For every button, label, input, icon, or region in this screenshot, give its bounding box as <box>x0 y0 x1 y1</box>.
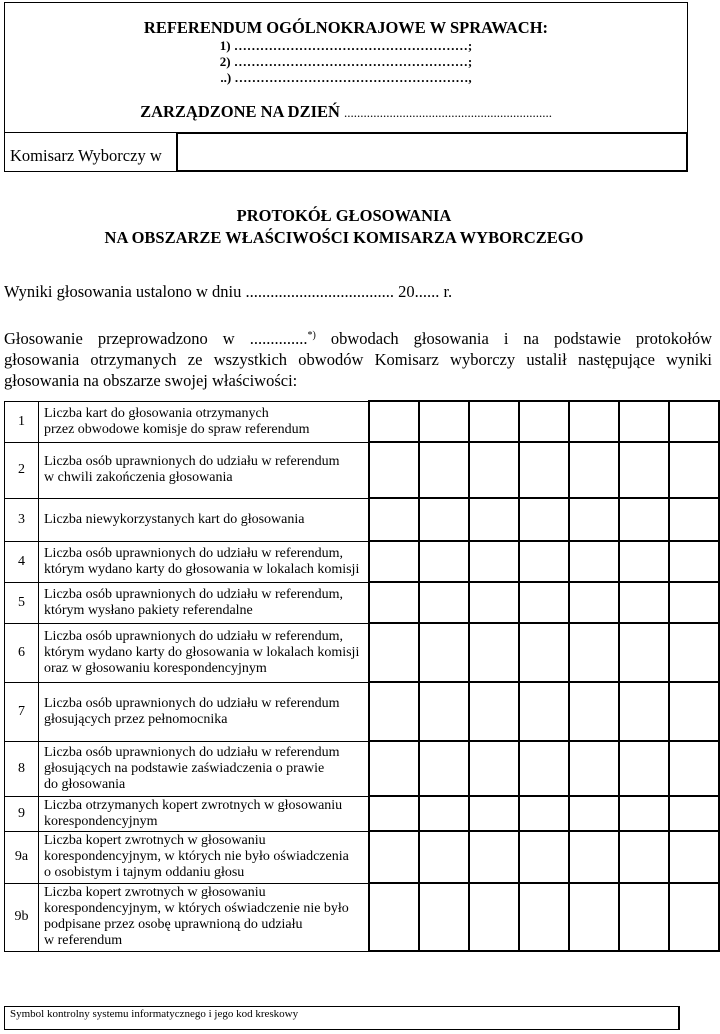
results-date-line: Wyniki głosowania ustalono w dniu .................................... 20...... r. <box>4 282 453 301</box>
row-number: 8 <box>5 741 39 796</box>
digit-cell[interactable] <box>669 741 719 796</box>
digit-cell[interactable] <box>519 541 569 582</box>
result-row-2 <box>5 442 719 498</box>
digit-cell[interactable] <box>419 883 469 951</box>
row-number: 1 <box>5 401 39 442</box>
digit-cell[interactable] <box>419 442 469 498</box>
digit-cell[interactable] <box>369 831 419 883</box>
footnote-mark: *) <box>307 330 316 341</box>
results-table <box>4 400 720 952</box>
digit-cell[interactable] <box>669 498 719 541</box>
row-number: 5 <box>5 582 39 623</box>
digit-cell[interactable] <box>519 498 569 541</box>
digit-cell[interactable] <box>619 541 669 582</box>
digit-cell[interactable] <box>569 741 619 796</box>
digit-cell[interactable] <box>369 498 419 541</box>
digit-cell[interactable] <box>519 582 569 623</box>
row-label: Liczba osób uprawnionych do udziału w referendum w chwili zakończenia głosowania <box>39 442 369 498</box>
digit-cell[interactable] <box>369 401 419 442</box>
row-number: 9a <box>5 831 39 883</box>
referendum-question-2: 2) ………………………………………………; <box>219 54 473 69</box>
referendum-question-more: ..) ………………………………………………, <box>220 70 472 85</box>
digit-cell[interactable] <box>519 796 569 831</box>
digit-cell[interactable] <box>469 498 519 541</box>
result-row-9b <box>5 883 719 951</box>
intro-line-1 <box>4 328 712 349</box>
control-symbol-label: Symbol kontrolny systemu informatycznego i jego kod kreskowy <box>10 1008 299 1020</box>
digit-cell[interactable] <box>519 883 569 951</box>
digit-cell[interactable] <box>519 831 569 883</box>
referendum-title: REFERENDUM OGÓLNOKRAJOWE W SPRAWACH: <box>143 18 549 37</box>
result-row-8 <box>5 741 719 796</box>
digit-cell[interactable] <box>569 442 619 498</box>
digit-cell[interactable] <box>569 541 619 582</box>
digit-cell[interactable] <box>669 623 719 682</box>
digit-cell[interactable] <box>469 883 519 951</box>
digit-cell[interactable] <box>469 796 519 831</box>
digit-cell[interactable] <box>519 442 569 498</box>
referendum-questions <box>5 38 687 86</box>
intro-line-3: głosowania na obszarze swojej właściwości: <box>4 371 298 390</box>
digit-cell[interactable] <box>419 623 469 682</box>
digit-cell[interactable] <box>469 831 519 883</box>
digit-cell[interactable] <box>419 541 469 582</box>
digit-cell[interactable] <box>619 623 669 682</box>
intro-line-1-start: Głosowanie przeprowadzono w .............. <box>4 329 308 348</box>
row-number: 6 <box>5 623 39 682</box>
digit-cell[interactable] <box>369 741 419 796</box>
digit-cell[interactable] <box>619 401 669 442</box>
digit-cell[interactable] <box>369 883 419 951</box>
protocol-title-line-2: NA OBSZARZE WŁAŚCIWOŚCI KOMISARZA WYBORCZEGO <box>104 228 584 247</box>
digit-cell[interactable] <box>369 442 419 498</box>
digit-cell[interactable] <box>619 498 669 541</box>
digit-cell[interactable] <box>419 796 469 831</box>
row-number: 9 <box>5 796 39 831</box>
referendum-question-1: 1) ………………………………………………; <box>219 38 473 53</box>
result-row-6 <box>5 623 719 682</box>
digit-cell[interactable] <box>669 831 719 883</box>
intro-paragraph <box>4 328 712 391</box>
row-label: Liczba osób uprawnionych do udziału w referendum głosujących przez pełnomocnika <box>39 682 369 741</box>
digit-cell[interactable] <box>669 582 719 623</box>
result-row-4 <box>5 541 719 582</box>
digit-cell[interactable] <box>619 831 669 883</box>
row-number: 9b <box>5 883 39 951</box>
row-label: Liczba kopert zwrotnych w głosowaniu korespondencyjnym, w których nie było oświadczenia o osobistym i tajnym oddaniu głosu <box>39 831 369 883</box>
digit-cell[interactable] <box>469 442 519 498</box>
digit-cell[interactable] <box>469 582 519 623</box>
ordered-date-line <box>5 102 687 123</box>
digit-cell[interactable] <box>569 682 619 741</box>
row-number: 3 <box>5 498 39 541</box>
digit-cell[interactable] <box>469 682 519 741</box>
digit-cell[interactable] <box>669 796 719 831</box>
intro-line-2: głosowania otrzymanych ze wszystkich obwodów Komisarz wyborczy ustalił następujące wyniki <box>4 350 712 369</box>
protocol-title-line-1: PROTOKÓŁ GŁOSOWANIA <box>236 206 452 225</box>
digit-cell[interactable] <box>469 741 519 796</box>
commissioner-location-field[interactable] <box>176 132 688 172</box>
row-label: Liczba osób uprawnionych do udziału w referendum, którym wysłano pakiety referendalne <box>39 582 369 623</box>
row-label: Liczba osób uprawnionych do udziału w referendum głosujących na podstawie zaświadczenia o prawie do głosowania <box>39 741 369 796</box>
digit-cell[interactable] <box>569 401 619 442</box>
digit-cell[interactable] <box>469 623 519 682</box>
digit-cell[interactable] <box>669 541 719 582</box>
digit-cell[interactable] <box>519 623 569 682</box>
row-label: Liczba otrzymanych kopert zwrotnych w głosowaniu korespondencyjnym <box>39 796 369 831</box>
digit-cell[interactable] <box>569 582 619 623</box>
digit-cell[interactable] <box>519 682 569 741</box>
result-row-9a <box>5 831 719 883</box>
digit-cell[interactable] <box>369 682 419 741</box>
digit-cell[interactable] <box>569 623 619 682</box>
digit-cell[interactable] <box>669 883 719 951</box>
result-row-5 <box>5 582 719 623</box>
digit-cell[interactable] <box>419 498 469 541</box>
row-number: 2 <box>5 442 39 498</box>
ordered-date-label: ZARZĄDZONE NA DZIEŃ <box>140 102 340 121</box>
digit-cell[interactable] <box>519 741 569 796</box>
digit-cell[interactable] <box>519 401 569 442</box>
digit-cell[interactable] <box>419 831 469 883</box>
ordered-date-blank: ................................................................ <box>343 105 552 120</box>
row-number: 7 <box>5 682 39 741</box>
digit-cell[interactable] <box>569 831 619 883</box>
digit-cell[interactable] <box>469 401 519 442</box>
digit-cell[interactable] <box>419 582 469 623</box>
protocol-title <box>4 205 684 249</box>
digit-cell[interactable] <box>669 682 719 741</box>
digit-cell[interactable] <box>569 883 619 951</box>
digit-cell[interactable] <box>369 796 419 831</box>
digit-cell[interactable] <box>619 682 669 741</box>
result-row-9 <box>5 796 719 831</box>
digit-cell[interactable] <box>619 442 669 498</box>
row-label: Liczba osób uprawnionych do udziału w referendum, którym wydano karty do głosowania w lokalach komisji oraz w głosowaniu korespondencyjnym <box>39 623 369 682</box>
row-label: Liczba kart do głosowania otrzymanych przez obwodowe komisje do spraw referendum <box>39 401 369 442</box>
results-table-body <box>5 401 719 951</box>
digit-cell[interactable] <box>619 741 669 796</box>
digit-cell[interactable] <box>569 498 619 541</box>
intro-line-1-end: obwodach głosowania i na podstawie protokołów <box>315 329 713 348</box>
result-row-1 <box>5 401 719 442</box>
digit-cell[interactable] <box>619 796 669 831</box>
referendum-header-box <box>4 2 688 172</box>
digit-cell[interactable] <box>419 401 469 442</box>
row-number: 4 <box>5 541 39 582</box>
digit-cell[interactable] <box>569 796 619 831</box>
digit-cell[interactable] <box>669 442 719 498</box>
digit-cell[interactable] <box>619 883 669 951</box>
row-label: Liczba kopert zwrotnych w głosowaniu korespondencyjnym, w których oświadczenie nie było podpisane przez osobę uprawnioną do udziału w referendum <box>39 883 369 951</box>
digit-cell[interactable] <box>369 623 419 682</box>
commissioner-row <box>5 132 687 171</box>
digit-cell[interactable] <box>669 401 719 442</box>
digit-cell[interactable] <box>369 582 419 623</box>
row-label: Liczba niewykorzystanych kart do głosowania <box>39 498 369 541</box>
digit-cell[interactable] <box>369 541 419 582</box>
digit-cell[interactable] <box>619 582 669 623</box>
digit-cell[interactable] <box>469 541 519 582</box>
row-label: Liczba osób uprawnionych do udziału w referendum, którym wydano karty do głosowania w lokalach komisji <box>39 541 369 582</box>
commissioner-label: Komisarz Wyborczy w <box>10 146 162 165</box>
control-symbol-box <box>4 1006 680 1030</box>
digit-cell[interactable] <box>419 741 469 796</box>
result-row-3 <box>5 498 719 541</box>
result-row-7 <box>5 682 719 741</box>
digit-cell[interactable] <box>419 682 469 741</box>
